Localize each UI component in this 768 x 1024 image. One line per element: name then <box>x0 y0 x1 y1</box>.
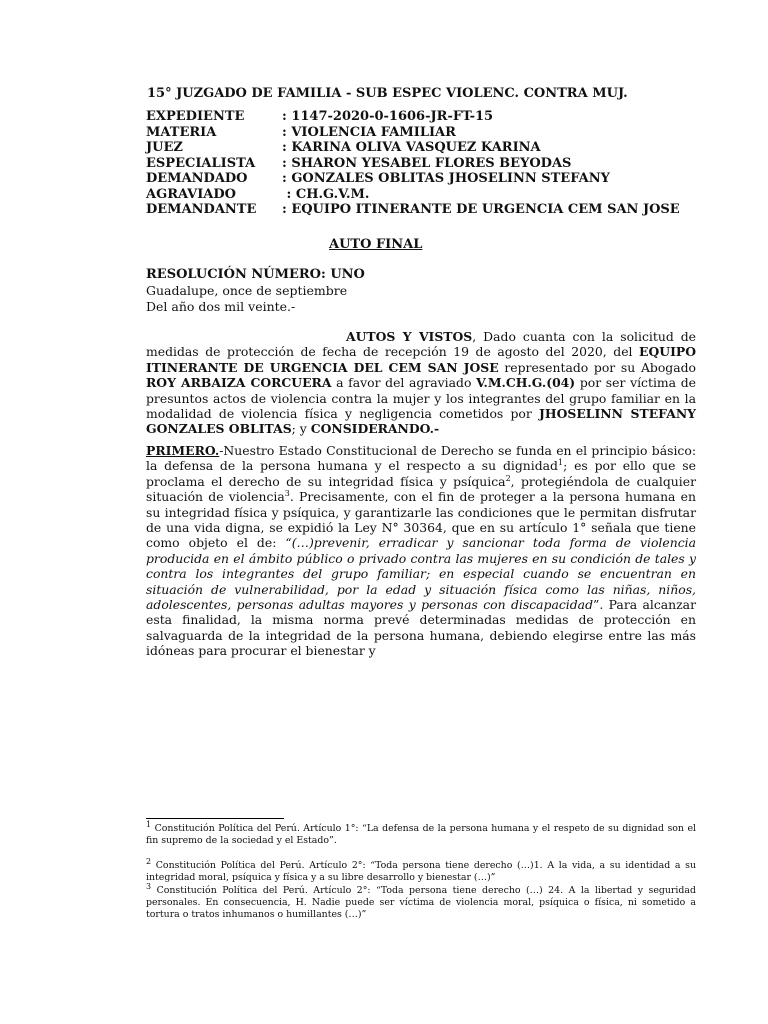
footnote-number: 3 <box>146 881 152 891</box>
footnote-text: Constitución Política del Perú. Artículo 2°: “Toda persona tiene derecho (…)1. A la vida, a su identidad a su integridad moral, psíquica y física y a su libre desarrollo y bienestar (…)” <box>146 860 696 883</box>
field-row-expediente <box>146 109 680 125</box>
field-label: DEMANDADO <box>146 171 248 186</box>
field-row-juez <box>146 140 680 156</box>
text-run: representado por su Abogado <box>498 359 696 375</box>
primero-paragraph <box>146 443 696 659</box>
field-row-demandado <box>146 171 680 187</box>
field-value: : 1147-2020-0-1606-JR-FT-15 <box>282 109 494 124</box>
text-run: . Precisamente, con el fin de proteger a la persona humana en su integridad física y psíquica, y garantizarle las condiciones que le permitan disfrutar de una vida digna, se expidió la Ley N° 30364, que en su artículo 1° señala que tiene como objeto el de: <box>146 489 696 551</box>
footnote-ref: 3 <box>284 489 290 499</box>
primero-lead: PRIMERO. <box>146 443 220 458</box>
date-line-year: Del año dos mil veinte.- <box>146 299 296 314</box>
field-row-demandante <box>146 202 680 218</box>
footnote-ref: 1 <box>557 458 564 468</box>
field-label: MATERIA <box>146 124 217 140</box>
footnote-1 <box>146 819 696 847</box>
text-run: por ser víctima de presuntos actos de violencia contra la mujer y los integrantes del grupo familiar en la modalidad de violencia física y negligencia cometidos por <box>146 375 696 422</box>
field-row-especialista <box>146 156 680 172</box>
field-label: DEMANDANTE <box>146 202 257 217</box>
field-label: AGRAVIADO <box>146 186 236 202</box>
text-run: , protegiéndola de cualquier situación de violencia <box>146 473 696 505</box>
text-run: ”. Para alcanzar esta finalidad, la misma norma prevé determinadas medidas de protección en salvaguarda de la integridad de la persona humana, debiendo elegirse entre las más idóneas para procurar el bienestar y <box>146 597 696 659</box>
footnote-separator <box>146 818 284 819</box>
text-run: ; y <box>291 421 311 437</box>
footnote-2 <box>146 856 696 884</box>
footnote-3 <box>146 881 696 921</box>
field-label: ESPECIALISTA <box>146 155 256 171</box>
attorney-name: ROY ARBAIZA CORCUERA <box>146 375 332 391</box>
case-header <box>146 109 680 218</box>
text-run: a favor del agraviado <box>331 375 477 391</box>
autos-y-vistos-paragraph <box>146 329 696 437</box>
field-label: JUEZ <box>146 140 183 155</box>
considerando-label: CONSIDERANDO.- <box>310 421 440 437</box>
section-title: AUTO FINAL <box>329 237 423 252</box>
respondent-name: JHOSELINN STEFANY GONZALES OBLITAS <box>146 406 696 437</box>
text-run: -Nuestro Estado Constitucional de Derecho se funda en el principio básico: la defensa de la persona humana y el respecto a su dignidad <box>146 443 696 474</box>
footnote-ref: 2 <box>505 473 511 483</box>
field-value: : CH.G.V.M. <box>282 186 370 202</box>
field-value: : EQUIPO ITINERANTE DE URGENCIA CEM SAN JOSE <box>282 202 680 217</box>
text-run: ; es por ello que se proclama el derecho de su integridad física y psíquica <box>146 458 696 489</box>
field-value: : KARINA OLIVA VASQUEZ KARINA <box>282 140 541 155</box>
field-value: : SHARON YESABEL FLORES BEYODAS <box>282 155 572 171</box>
victim-code: V.M.CH.G.(04) <box>476 375 576 391</box>
field-row-materia <box>146 125 680 141</box>
autos-lead: AUTOS Y VISTOS <box>346 329 473 344</box>
footnote-number: 1 <box>146 819 152 829</box>
law-quote: “(…)prevenir, erradicar y sancionar toda forma de violencia producida en el ámbito público o privado contra las mujeres en su condición de tales y contra los integrantes del grupo familiar; en especial cuando se encuentran en situación de vulnerabilidad, por la edad y situación física como las niñas, niños, adolescentes, personas adultas mayores y personas con discapacidad <box>146 535 696 613</box>
field-label: EXPEDIENTE <box>146 109 245 124</box>
footnote-text: Constitución Política del Perú. Artículo 2°: “Toda persona tiene derecho (…) 24. A la libertad y seguridad personales. En consecuencia, H. Nadie puede ser víctima de violencia moral, psíquica o física, ni sometido a tortura o tratos inhumanos o humillantes (…)” <box>146 885 696 920</box>
field-row-agraviado <box>146 187 680 203</box>
resolution-number: RESOLUCIÓN NÚMERO: UNO <box>146 267 365 282</box>
text-run: , Dado cuanta con la solicitud de medidas de protección de fecha de recepción 19 de agosto del 2020, del <box>146 329 696 360</box>
footnote-number: 2 <box>146 856 152 866</box>
court-title: 15° JUZGADO DE FAMILIA - SUB ESPEC VIOLENC. CONTRA MUJ. <box>147 86 628 101</box>
footnote-text: Constitución Política del Perú. Artículo 1°: “La defensa de la persona humana y el respeto de su dignidad son el fin supremo de la sociedad y el Estado”. <box>146 823 696 846</box>
field-value: : VIOLENCIA FAMILIAR <box>282 124 456 140</box>
petitioner-name: EQUIPO ITINERANTE DE URGENCIA DEL CEM SAN JOSE <box>146 344 696 375</box>
date-line-place: Guadalupe, once de septiembre <box>146 283 348 298</box>
field-value: : GONZALES OBLITAS JHOSELINN STEFANY <box>282 171 610 186</box>
